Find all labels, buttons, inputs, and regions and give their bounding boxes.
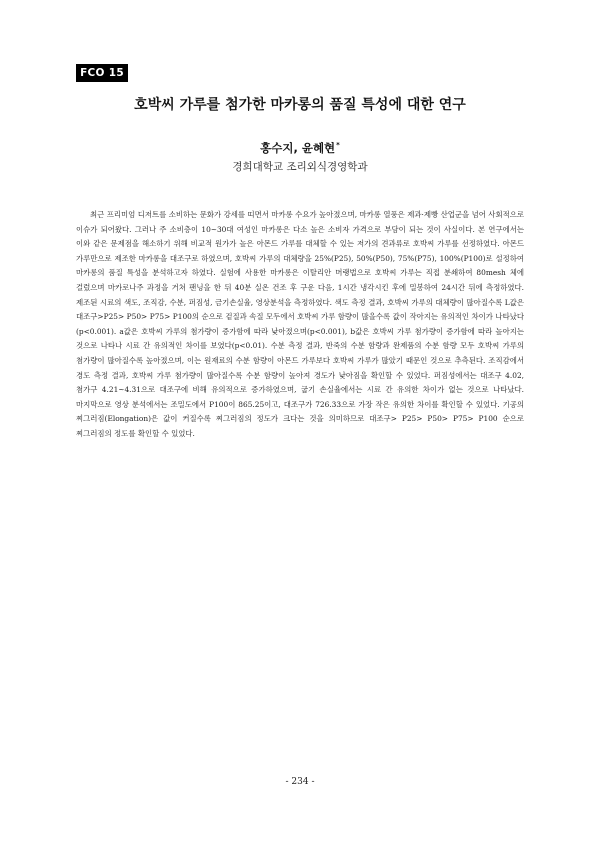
corresponding-author-mark: * bbox=[336, 141, 340, 149]
author-names: 홍수지, 윤혜현 bbox=[260, 141, 336, 155]
authors-line bbox=[0, 141, 600, 155]
abstract-body: 최근 프리미엄 디저트를 소비하는 문화가 강세를 띠면서 마카롱 수요가 높아졌으며, 마카롱 열풍은 제과·제빵 산업군을 넘어 사회적으로 이슈가 되어왔다. 그러나 주 소비층이 10~30대 여성인 마카롱은 다소 높은 소비자 가격으로 부담이 되는 것이 사실이다. 본 연구에서는 이와 같은 문제점을 해소하기 위해 비교적 원가가 높은 아몬드 가루를 대체할 수 있는 저가의 견과류로 호박씨 가루를 선정하였다. 아몬드 가루만으로 제조한 마카롱을 대조구로 하였으며, 호박씨 가루의 대체량을 25%(P25), 50%(P50), 75%(P75), 100%(P100)로 설정하여 마카롱의 품질 특성을 분석하고자 하였다. 실험에 사용한 마카롱은 이탈리안 머랭법으로 호박씨 가루는 직접 분쇄하여 80mesh 체에 걸렀으며 마카로나주 과정을 거쳐 팬닝을 한 뒤 40분 실온 건조 후 구운 다음, 1시간 냉각시킨 후에 밀봉하여 24시간 뒤에 측정하였다. 제조된 시료의 색도, 조직감, 수분, 퍼짐성, 금기손실율, 영상분석을 측정하였다. 색도 측정 결과, 호박씨 가루의 대체량이 많아질수록 L값은 대조구>P25> P50> P75> P100의 순으로 겉질과 속질 모두에서 호박씨 가루 함량이 많을수록 값이 작아지는 유의적인 차이가 나타났다(p<0.001). a값은 호박씨 가루의 첨가량이 증가함에 따라 낮아졌으며(p<0.001), b값은 호박씨 가루 첨가량이 증가함에 따라 높아지는 것으로 나타나 시료 간 유의적인 차이를 보였다(p<0.01). 수분 측정 결과, 반죽의 수분 함량과 완제품의 수분 함량 모두 호박씨 가루의 첨가량이 많아질수록 높아졌으며, 이는 원재료의 수분 함량이 아몬드 가루보다 호박씨 가루가 많았기 때문인 것으로 추측된다. 조직감에서 경도 측정 결과, 호박씨 가루 첨가량이 많아질수록 수분 함량이 높아져 경도가 낮아짐을 확인할 수 있었다. 퍼짐성에서는 대조구 4.02, 첨가구 4.21~4.31으로 대조구에 비해 유의적으로 증가하였으며, 굽기 손실율에서는 시료 간 유의한 차이가 없는 것으로 나타났다. 마지막으로 영상 분석에서는 조밀도에서 P100이 865.25이고, 대조구가 726.33으로 가장 작은 유의한 차이를 확인할 수 있었다. 기공의 찌그러짐(Elongation)은 값이 커질수록 찌그러짐의 정도가 크다는 것을 의미하므로 대조구> P25> P50> P75> P100 순으로 찌그러짐의 정도를 확인할 수 있었다. bbox=[76, 210, 524, 438]
page-number: - 234 - bbox=[285, 777, 315, 787]
session-code-badge: FCO 15 bbox=[76, 64, 128, 82]
paper-title: 호박씨 가루를 첨가한 마카롱의 품질 특성에 대한 연구 bbox=[134, 97, 466, 113]
affiliation: 경희대학교 조리외식경영학과 bbox=[232, 161, 368, 173]
